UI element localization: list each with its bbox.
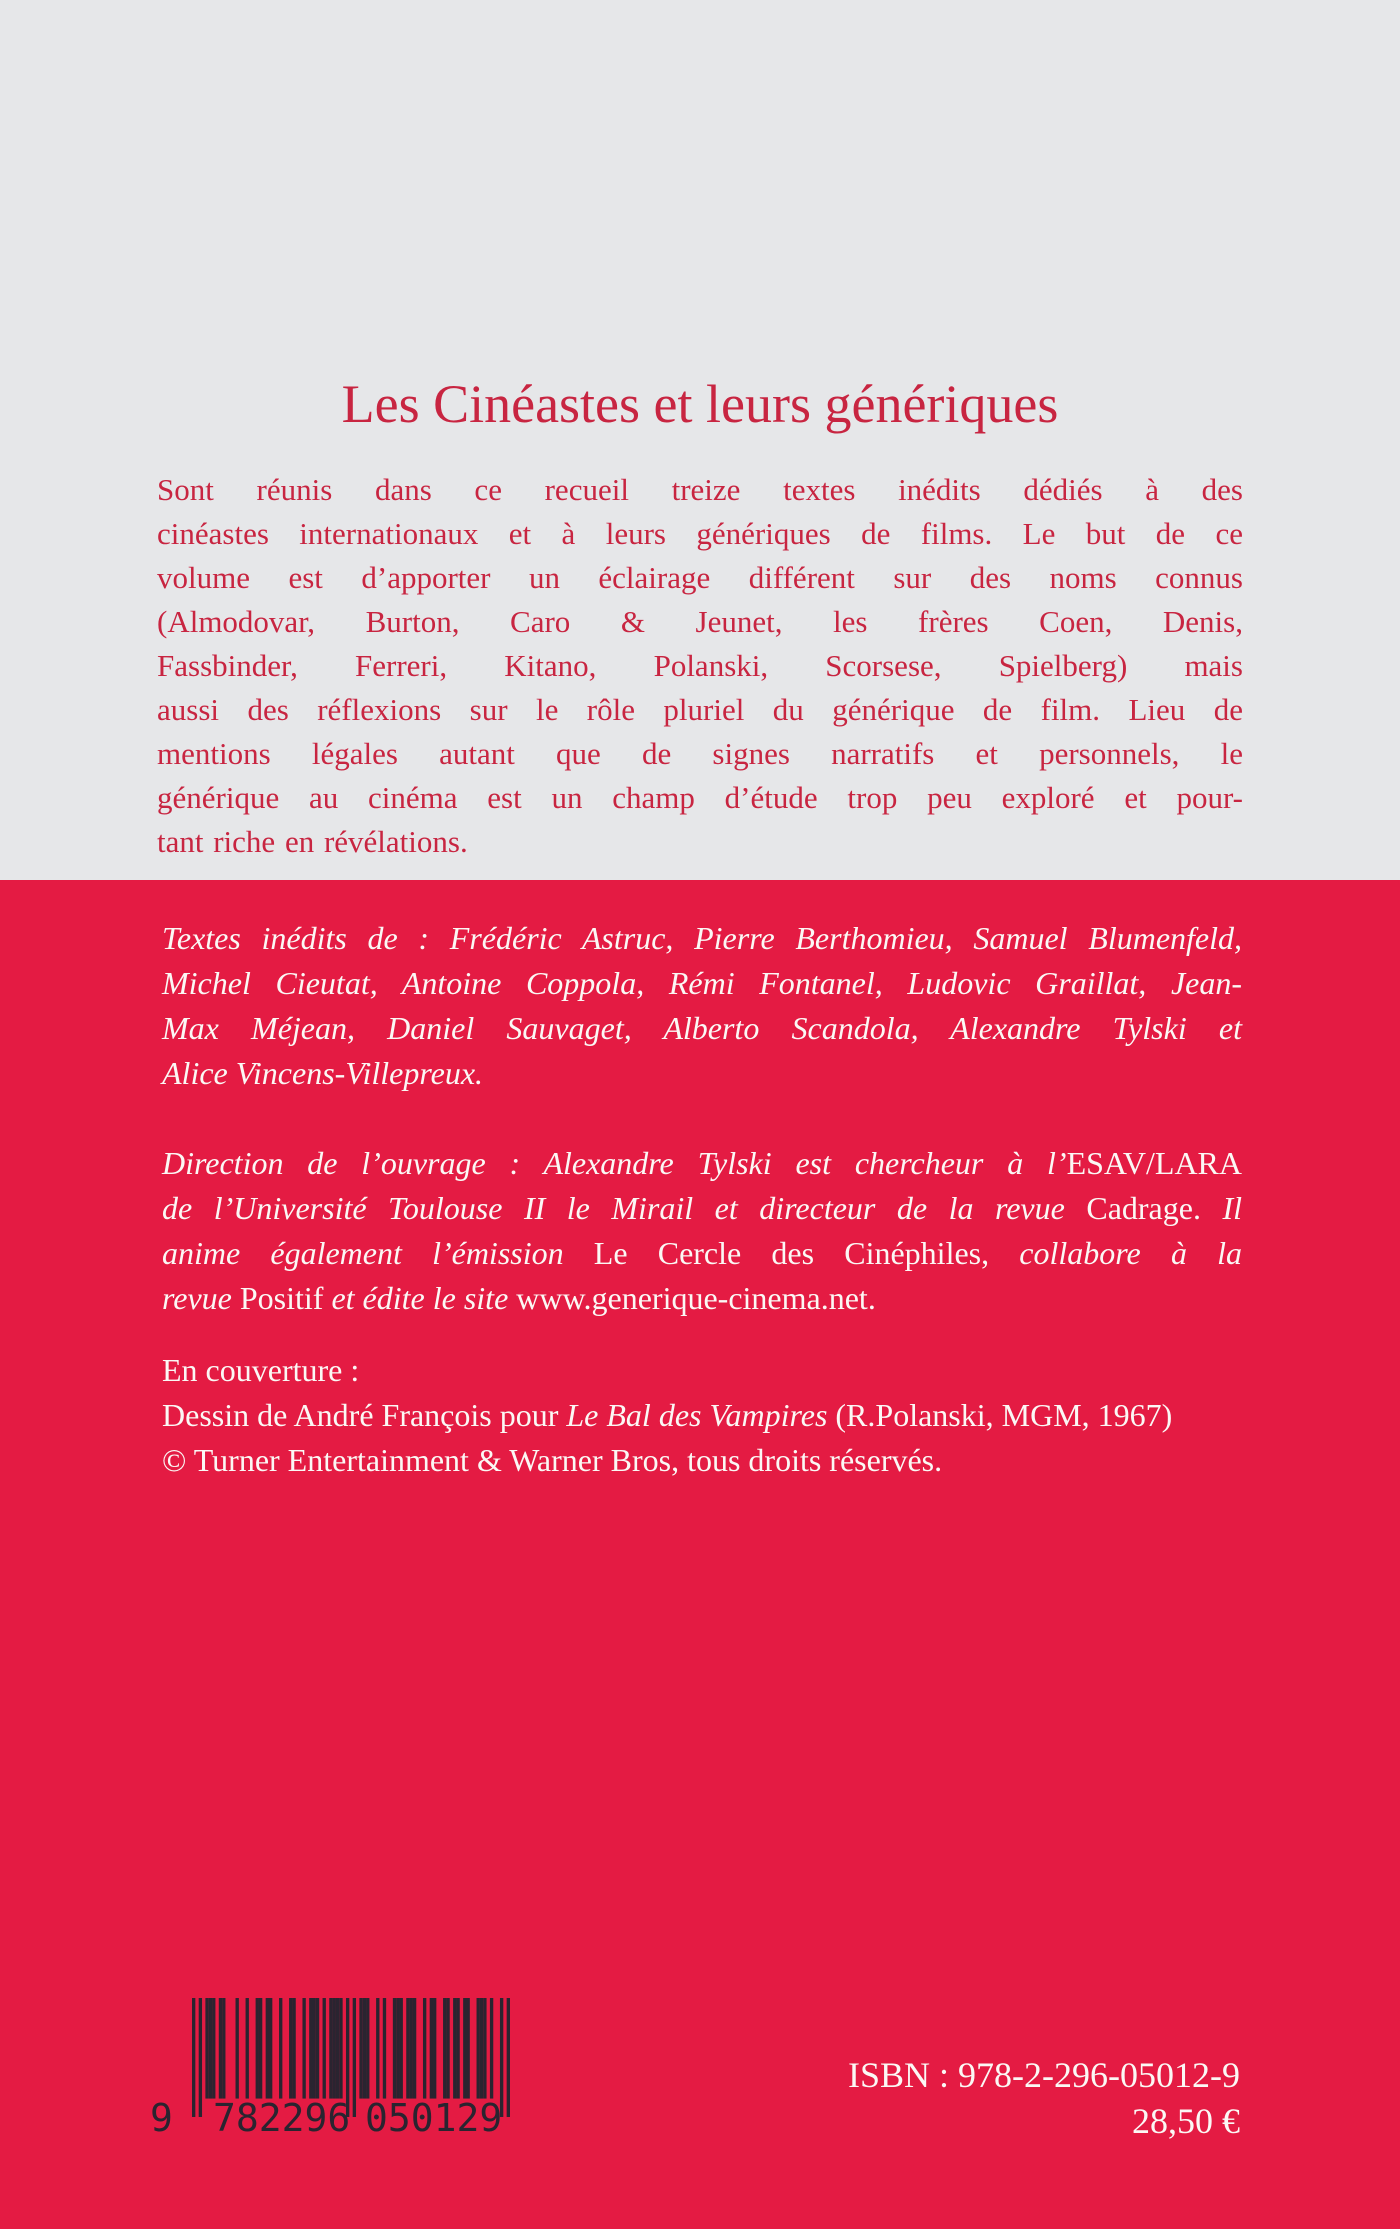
text-line: Sont réunis dans ce recueil treize textes inédits dédiés à des (157, 472, 1243, 507)
barcode-digit-group: 050129 (365, 2096, 503, 2140)
text-segment: ESAV/LARA (1066, 1145, 1242, 1181)
barcode (150, 1998, 530, 2148)
text-segment: Le Cercle des Cinéphiles, (593, 1235, 990, 1271)
text-line: cinéastes internationaux et à leurs génériques de films. Le but de ce (157, 516, 1243, 551)
text-segment: Cadrage. (1086, 1190, 1201, 1226)
isbn-block (640, 2052, 1240, 2144)
text-line: (Almodovar, Burton, Caro & Jeunet, les frères Coen, Denis, (157, 604, 1243, 639)
text-segment: (R.Polanski, MGM, 1967) (827, 1397, 1173, 1433)
cover-credit-block (162, 1348, 1342, 1483)
isbn-text: ISBN : 978-2-296-05012-9 (848, 2055, 1240, 2095)
text-segment: Il (1200, 1190, 1243, 1226)
text-line: Fassbinder, Ferreri, Kitano, Polanski, Scorsese, Spielberg) mais (157, 648, 1243, 683)
text-line: tant riche en révélations. (157, 824, 468, 859)
text-line (162, 1186, 1242, 1231)
text-segment: Direction de l’ouvrage : Alexandre Tylski est chercheur à l’ (162, 1145, 1067, 1181)
barcode-digits (150, 2096, 530, 2140)
text-segment: de l’Université Toulouse II le Mirail et directeur de la revue (162, 1190, 1087, 1226)
text-line: Textes inédits de : Frédéric Astruc, Pierre Berthomieu, Samuel Blumenfeld, (162, 920, 1242, 956)
text-line (162, 1393, 1342, 1438)
text-segment: Dessin de André François pour (162, 1397, 567, 1433)
text-line: © Turner Entertainment & Warner Bros, tous droits réservés. (162, 1442, 943, 1478)
text-line: Max Méjean, Daniel Sauvaget, Alberto Scandola, Alexandre Tylski et (162, 1010, 1242, 1046)
text-segment: Le Bal des Vampires (566, 1397, 828, 1433)
text-line (162, 1141, 1242, 1186)
text-line (162, 1231, 1242, 1276)
contributors-paragraph (162, 916, 1242, 1096)
barcode-digit-group: 9 (150, 2096, 173, 2140)
text-line: mentions légales autant que de signes narratifs et personnels, le (157, 736, 1243, 771)
text-line: aussi des réflexions sur le rôle pluriel du générique de film. Lieu de (157, 692, 1243, 727)
text-line: En couverture : (162, 1352, 360, 1388)
barcode-digit-group: 782296 (213, 2096, 351, 2140)
text-line: Alice Vincens-Villepreux. (162, 1055, 484, 1091)
text-line: Michel Cieutat, Antoine Coppola, Rémi Fontanel, Ludovic Graillat, Jean- (162, 965, 1242, 1001)
text-segment: et édite le site (323, 1280, 517, 1316)
price-text: 28,50 € (1132, 2101, 1240, 2141)
text-line: volume est d’apporter un éclairage différent sur des noms connus (157, 560, 1243, 595)
direction-paragraph (162, 1141, 1242, 1321)
synopsis-paragraph (157, 468, 1243, 864)
text-line (162, 1276, 1242, 1321)
text-segment: collabore à la (989, 1235, 1243, 1271)
book-title: Les Cinéastes et leurs génériques (341, 374, 1059, 434)
text-segment: revue (162, 1280, 240, 1316)
text-segment: Positif (239, 1280, 324, 1316)
text-segment: www.generique-cinema.net. (516, 1280, 876, 1316)
text-segment: anime également l’émission (162, 1235, 594, 1271)
text-line: générique au cinéma est un champ d’étude trop peu exploré et pour- (157, 780, 1243, 815)
